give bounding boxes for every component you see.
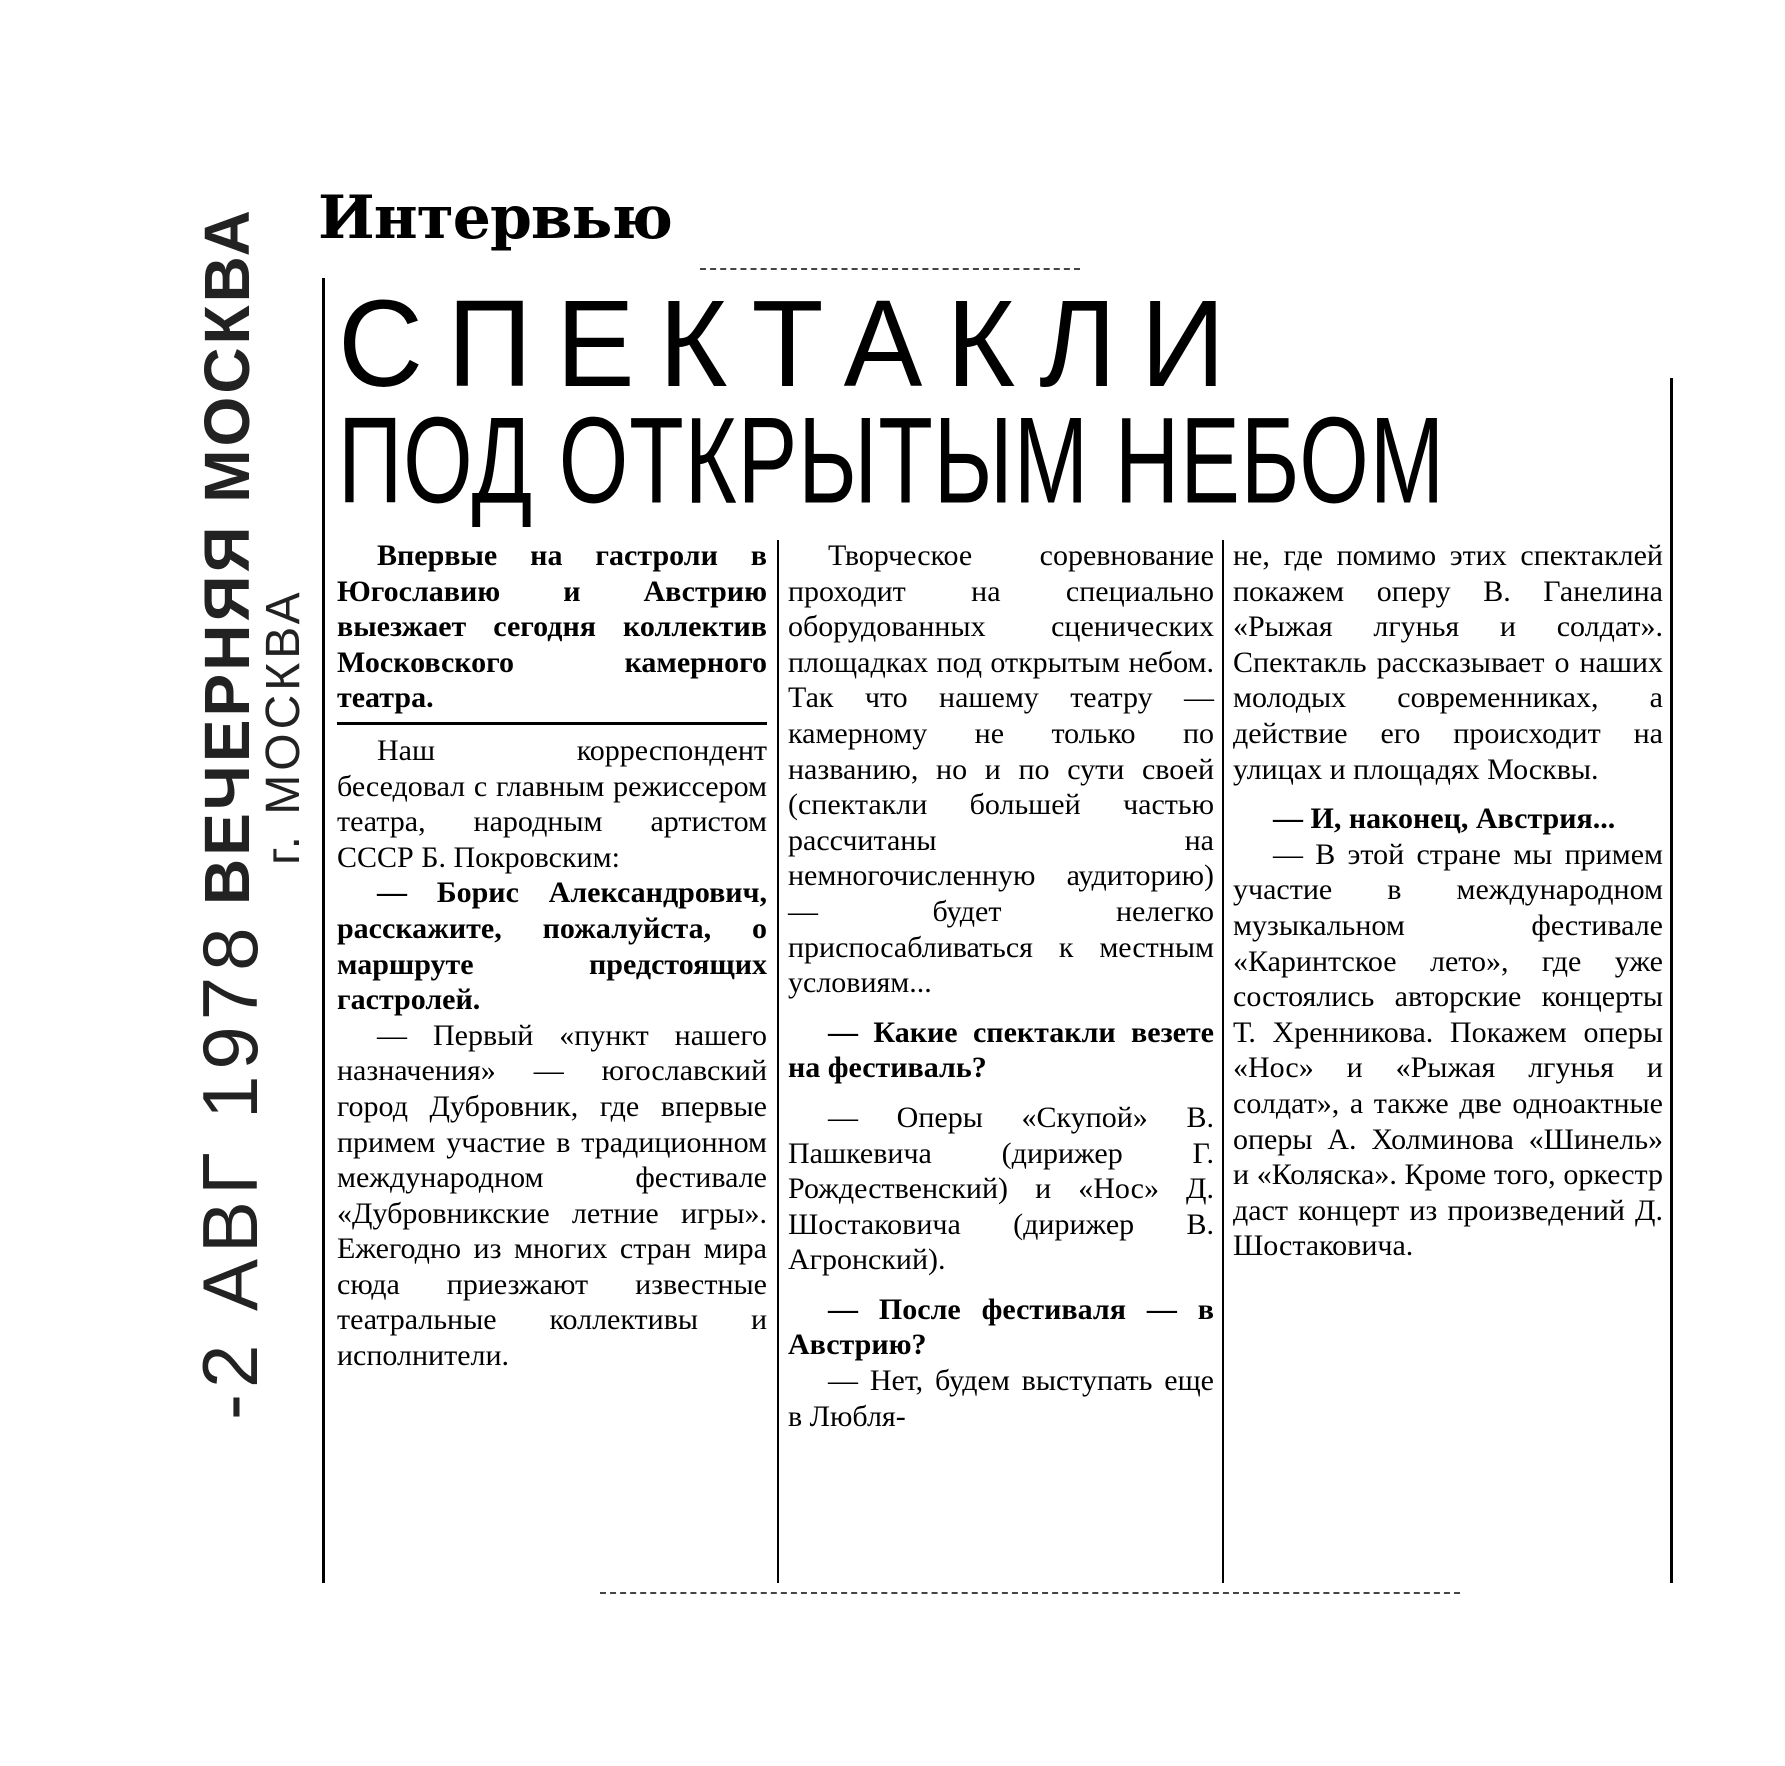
body-paragraph: Творческое соревнование проходит на специально оборудованных сценических площадках под открытым небом. Так что нашему театру — камерному не только по названию, но и по сути своей (спектакли большей частью рассчитаны на немногочисленную аудиторию) — будет нелегко приспосабливаться к местным условиям... (788, 539, 1214, 1000)
headline-line-2: ПОД ОТКРЫТЫМ НЕБОМ (338, 392, 1446, 530)
headline-line-1: СПЕКТАКЛИ (338, 274, 1250, 414)
column-rule-1 (777, 540, 779, 1583)
stamp-city: г. МОСКВА (257, 588, 310, 865)
top-dashed-rule (700, 268, 1080, 270)
question-paragraph: — После фестиваля — в Австрию? (788, 1292, 1214, 1362)
body-paragraph: Наш корреспондент беседовал с главным режиссером театра, народным артистом СССР Б. Покровским: (337, 733, 767, 874)
article-column-3 (1233, 538, 1663, 1264)
body-paragraph: — В этой стране мы примем участие в международном музыкальном фестивале «Каринтское лето», где уже состоялись авторские концерты Т. Хренникова. Покажем оперы «Нос» и «Рыжая лгунья и солдат», а также две одноактные оперы А. Холминова «Шинель» и «Коляска». Кроме того, оркестр даст концерт из произведений Д. Шостаковича. (1233, 837, 1663, 1263)
archive-stamp-paper (190, 207, 311, 905)
article-column-1 (337, 538, 767, 1374)
left-frame-rule (322, 278, 325, 1583)
rubric-heading: Интервью (318, 183, 672, 253)
article-column-2 (788, 538, 1214, 1434)
lead-paragraph: Впервые на гастроли в Югославию и Австрию выезжает сегодня коллектив Московского камерного театра. (337, 539, 767, 715)
body-paragraph: — Первый «пункт нашего назначения» — югославский город Дубровник, где впервые примем участие в традиционном международном фестивале «Дубровникские летние игры». Ежегодно из многих стран мира сюда приезжают известные театральные коллективы и исполнители. (337, 1018, 767, 1373)
question-paragraph: — Какие спектакли везете на фестиваль? (788, 1015, 1214, 1085)
question-paragraph: — И, наконец, Австрия... (1273, 802, 1616, 836)
body-paragraph: не, где помимо этих спектаклей покажем оперу В. Ганелина «Рыжая лгунья и солдат». Спектакль рассказывает о наших молодых современниках, а действие его происходит на улицах и площадях Москвы. (1233, 539, 1663, 786)
right-frame-rule (1670, 378, 1673, 1583)
bottom-dashed-rule (600, 1592, 1460, 1594)
question-paragraph: — Борис Александрович, расскажите, пожалуйста, о маршруте предстоящих гастролей. (337, 876, 767, 1017)
body-paragraph: — Нет, будем выступать еще в Любля- (788, 1364, 1214, 1433)
stamp-paper-name: ВЕЧЕРНЯЯ МОСКВА (191, 207, 263, 905)
stamp-date: -2 АВГ 1978 (186, 921, 274, 1420)
column-rule-2 (1222, 540, 1224, 1583)
lead-box (337, 538, 767, 725)
body-paragraph: — Оперы «Скупой» В. Пашкевича (дирижер Г. Рождественский) и «Нос» Д. Шостаковича (дирижер В. Агронский). (788, 1100, 1214, 1277)
